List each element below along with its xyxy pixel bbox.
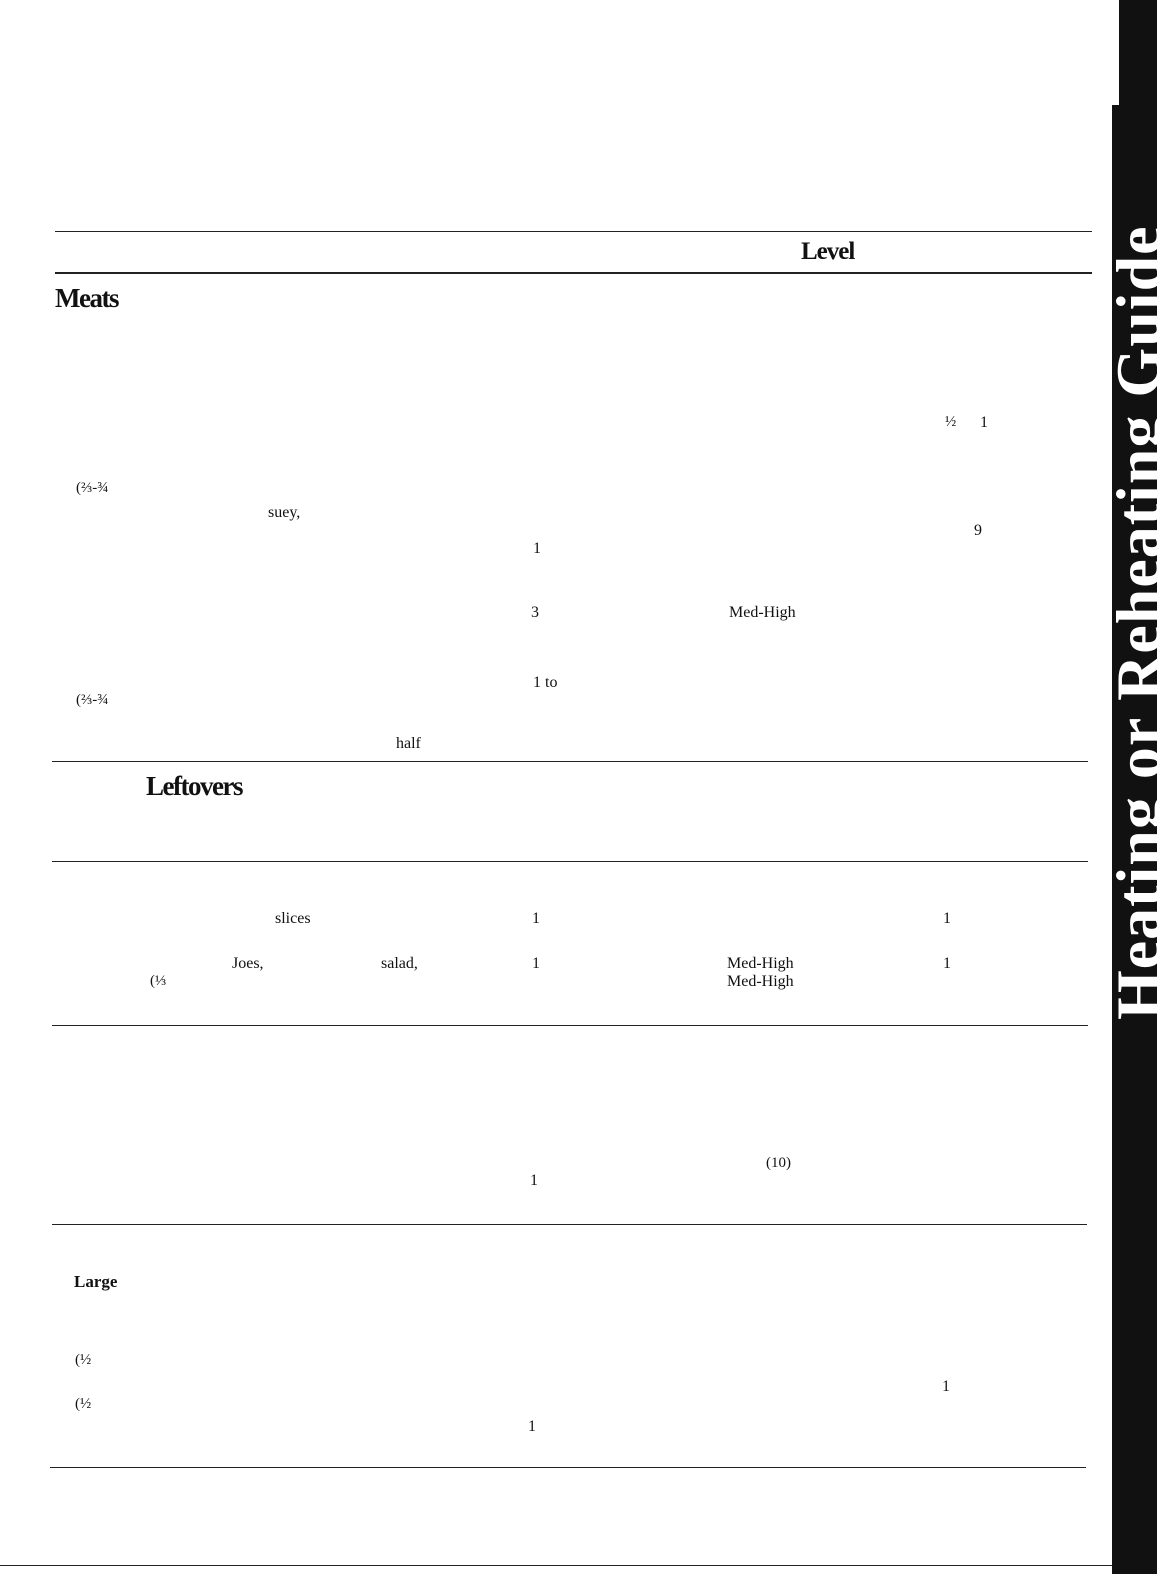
section-divider [52,761,1088,762]
amount-value: 1 [532,910,540,927]
section-divider [52,1224,1087,1225]
section-divider [52,861,1088,862]
table-top-rule [55,231,1092,232]
amount-value: 1 [528,1418,536,1435]
header-bottom-rule [55,272,1092,274]
power-level-text: Med-High [729,604,796,621]
side-tab-title: Heating or Reheating Guide [1103,225,1174,1020]
amount-value: 1 [530,1172,538,1189]
row-label-large: Large [74,1272,118,1291]
food-text: slices [275,910,311,927]
power-level-text: (10) [766,1155,791,1171]
level-column-header: Level [801,238,855,265]
section-heading-leftovers: Leftovers [146,771,242,801]
fraction-text: ½ [945,414,957,430]
amount-value: 1 [532,955,540,972]
time-value: 1 [943,955,951,972]
amount-text: (⅔-¾ [76,692,109,708]
section-divider [52,1025,1088,1026]
amount-text: (⅔-¾ [76,480,109,496]
amount-text: (⅓ [150,973,167,989]
amount-value: 3 [531,604,539,621]
power-level-text: Med-High [727,955,794,972]
food-text: suey, [268,504,301,521]
amount-text: (½ [75,1352,92,1368]
side-tab-top [1119,0,1157,105]
page-bottom-rule [0,1565,1112,1566]
food-text: Joes, [232,955,264,972]
time-value: 9 [974,522,982,539]
time-value: 1 [942,1378,950,1395]
amount-text: 1 to [533,674,558,691]
food-text: half [396,735,421,752]
section-heading-meats: Meats [55,283,118,313]
food-text: salad, [381,955,418,972]
section-divider [50,1467,1086,1468]
amount-text: (½ [75,1396,92,1412]
time-value: 1 [943,910,951,927]
time-value: 1 [980,414,988,431]
power-level-text: Med-High [727,973,794,990]
amount-value: 1 [533,540,541,557]
